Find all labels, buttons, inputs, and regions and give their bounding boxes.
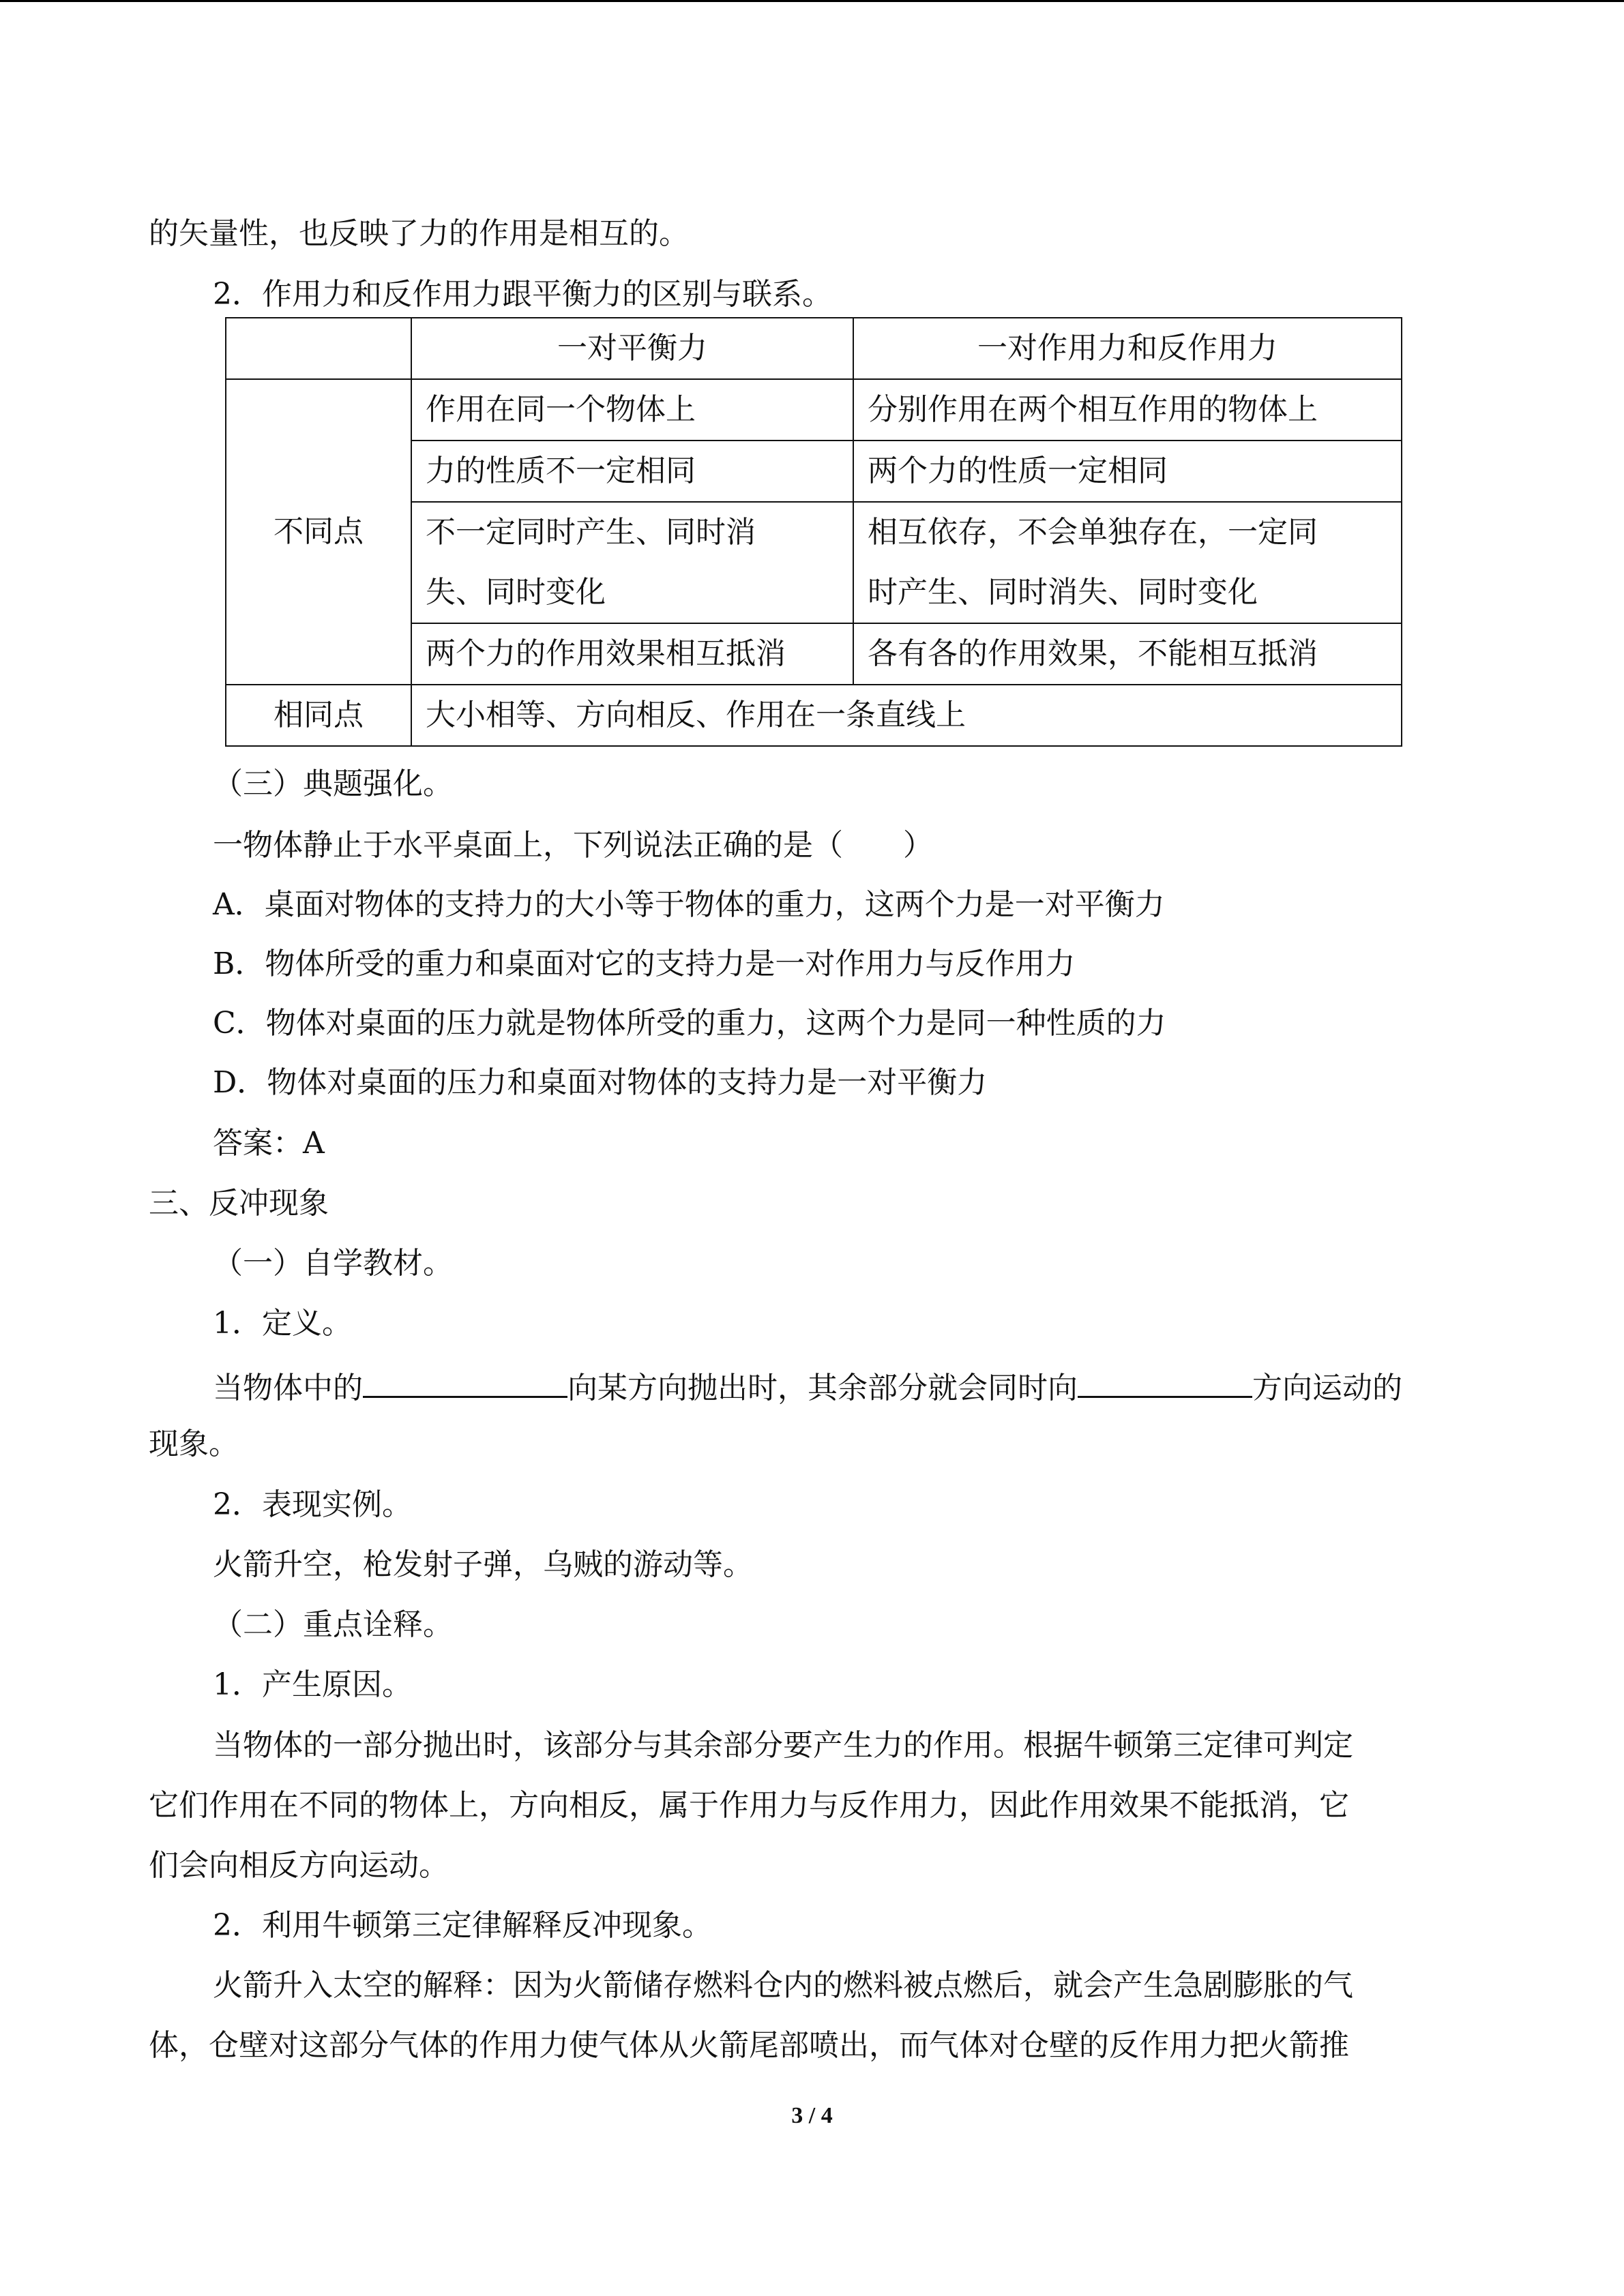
table-cell	[853, 502, 1402, 623]
subsection-heading: 2．利用牛顿第三定律解释反冲现象。	[213, 1908, 712, 1943]
fill-in-sentence	[213, 1365, 1402, 1409]
paragraph-line: 体，仓壁对这部分气体的作用力使气体从火箭尾部喷出，而气体对仓壁的反作用力把火箭推	[149, 2028, 1349, 2063]
row-label-differences: 不同点	[226, 379, 411, 685]
table-cell: 两个力的性质一定相同	[853, 441, 1402, 502]
question-stem: 一物体静止于水平桌面上，下列说法正确的是（ ）	[213, 828, 933, 863]
table-cell: 两个力的作用效果相互抵消	[411, 623, 853, 685]
subsection-heading: 2．作用力和反作用力跟平衡力的区别与联系。	[213, 277, 832, 312]
top-border	[0, 0, 1624, 2]
paragraph-line: 它们作用在不同的物体上，方向相反，属于作用力与反作用力，因此作用效果不能抵消，它	[149, 1788, 1349, 1823]
paragraph-line: 现象。	[149, 1427, 239, 1461]
cell-line: 相互依存，不会单独存在，一定同	[868, 515, 1318, 550]
subsection-heading: 2．表现实例。	[213, 1487, 412, 1522]
table-cell: 力的性质不一定相同	[411, 441, 853, 502]
table-cell: 分别作用在两个相互作用的物体上	[853, 379, 1402, 441]
cell-line: 时产生、同时消失、同时变化	[868, 575, 1258, 610]
comparison-table	[225, 317, 1402, 747]
section-heading: （一）自学教材。	[213, 1246, 453, 1281]
sentence-part: 向某方向抛出时，其余部分就会同时向	[567, 1371, 1078, 1405]
table-row	[226, 379, 1402, 441]
paragraph-line: 火箭升空，枪发射子弹，乌贼的游动等。	[213, 1547, 753, 1582]
paragraph-line: 的矢量性，也反映了力的作用是相互的。	[149, 216, 689, 251]
blank-1[interactable]	[363, 1365, 567, 1398]
table-header-balance: 一对平衡力	[411, 318, 853, 379]
page-number: 3 / 4	[791, 2103, 833, 2128]
paragraph-line: 当物体的一部分抛出时，该部分与其余部分要产生力的作用。根据牛顿第三定律可判定	[213, 1728, 1353, 1763]
table-cell	[411, 502, 853, 623]
table-header-action-reaction: 一对作用力和反作用力	[853, 318, 1402, 379]
paragraph-line: 们会向相反方向运动。	[149, 1848, 449, 1883]
section-heading: （二）重点诠释。	[213, 1607, 453, 1642]
table-cell: 各有各的作用效果，不能相互抵消	[853, 623, 1402, 685]
chapter-heading: 三、反冲现象	[149, 1186, 329, 1221]
table-row	[226, 685, 1402, 746]
blank-2[interactable]	[1078, 1365, 1252, 1398]
option-c: C．物体对桌面的压力就是物体所受的重力，这两个力是同一种性质的力	[213, 1006, 1166, 1041]
subsection-heading: 1．产生原因。	[213, 1667, 412, 1702]
section-heading: （三）典题强化。	[213, 766, 453, 801]
table-cell: 大小相等、方向相反、作用在一条直线上	[411, 685, 1402, 746]
answer-line: 答案：A	[213, 1126, 325, 1161]
table-header-row	[226, 318, 1402, 379]
cell-line: 失、同时变化	[426, 575, 606, 610]
sentence-part: 当物体中的	[213, 1371, 363, 1405]
table-header-empty	[226, 318, 411, 379]
subsection-heading: 1．定义。	[213, 1306, 352, 1341]
option-d: D．物体对桌面的压力和桌面对物体的支持力是一对平衡力	[213, 1065, 988, 1100]
option-b: B．物体所受的重力和桌面对它的支持力是一对作用力与反作用力	[213, 946, 1076, 981]
sentence-part: 方向运动的	[1252, 1371, 1402, 1405]
option-a: A．桌面对物体的支持力的大小等于物体的重力，这两个力是一对平衡力	[213, 887, 1165, 922]
paragraph-line: 火箭升入太空的解释：因为火箭储存燃料仓内的燃料被点燃后，就会产生急剧膨胀的气	[213, 1968, 1353, 2003]
cell-line: 不一定同时产生、同时消	[426, 515, 756, 550]
row-label-similarities: 相同点	[226, 685, 411, 746]
table-cell: 作用在同一个物体上	[411, 379, 853, 441]
